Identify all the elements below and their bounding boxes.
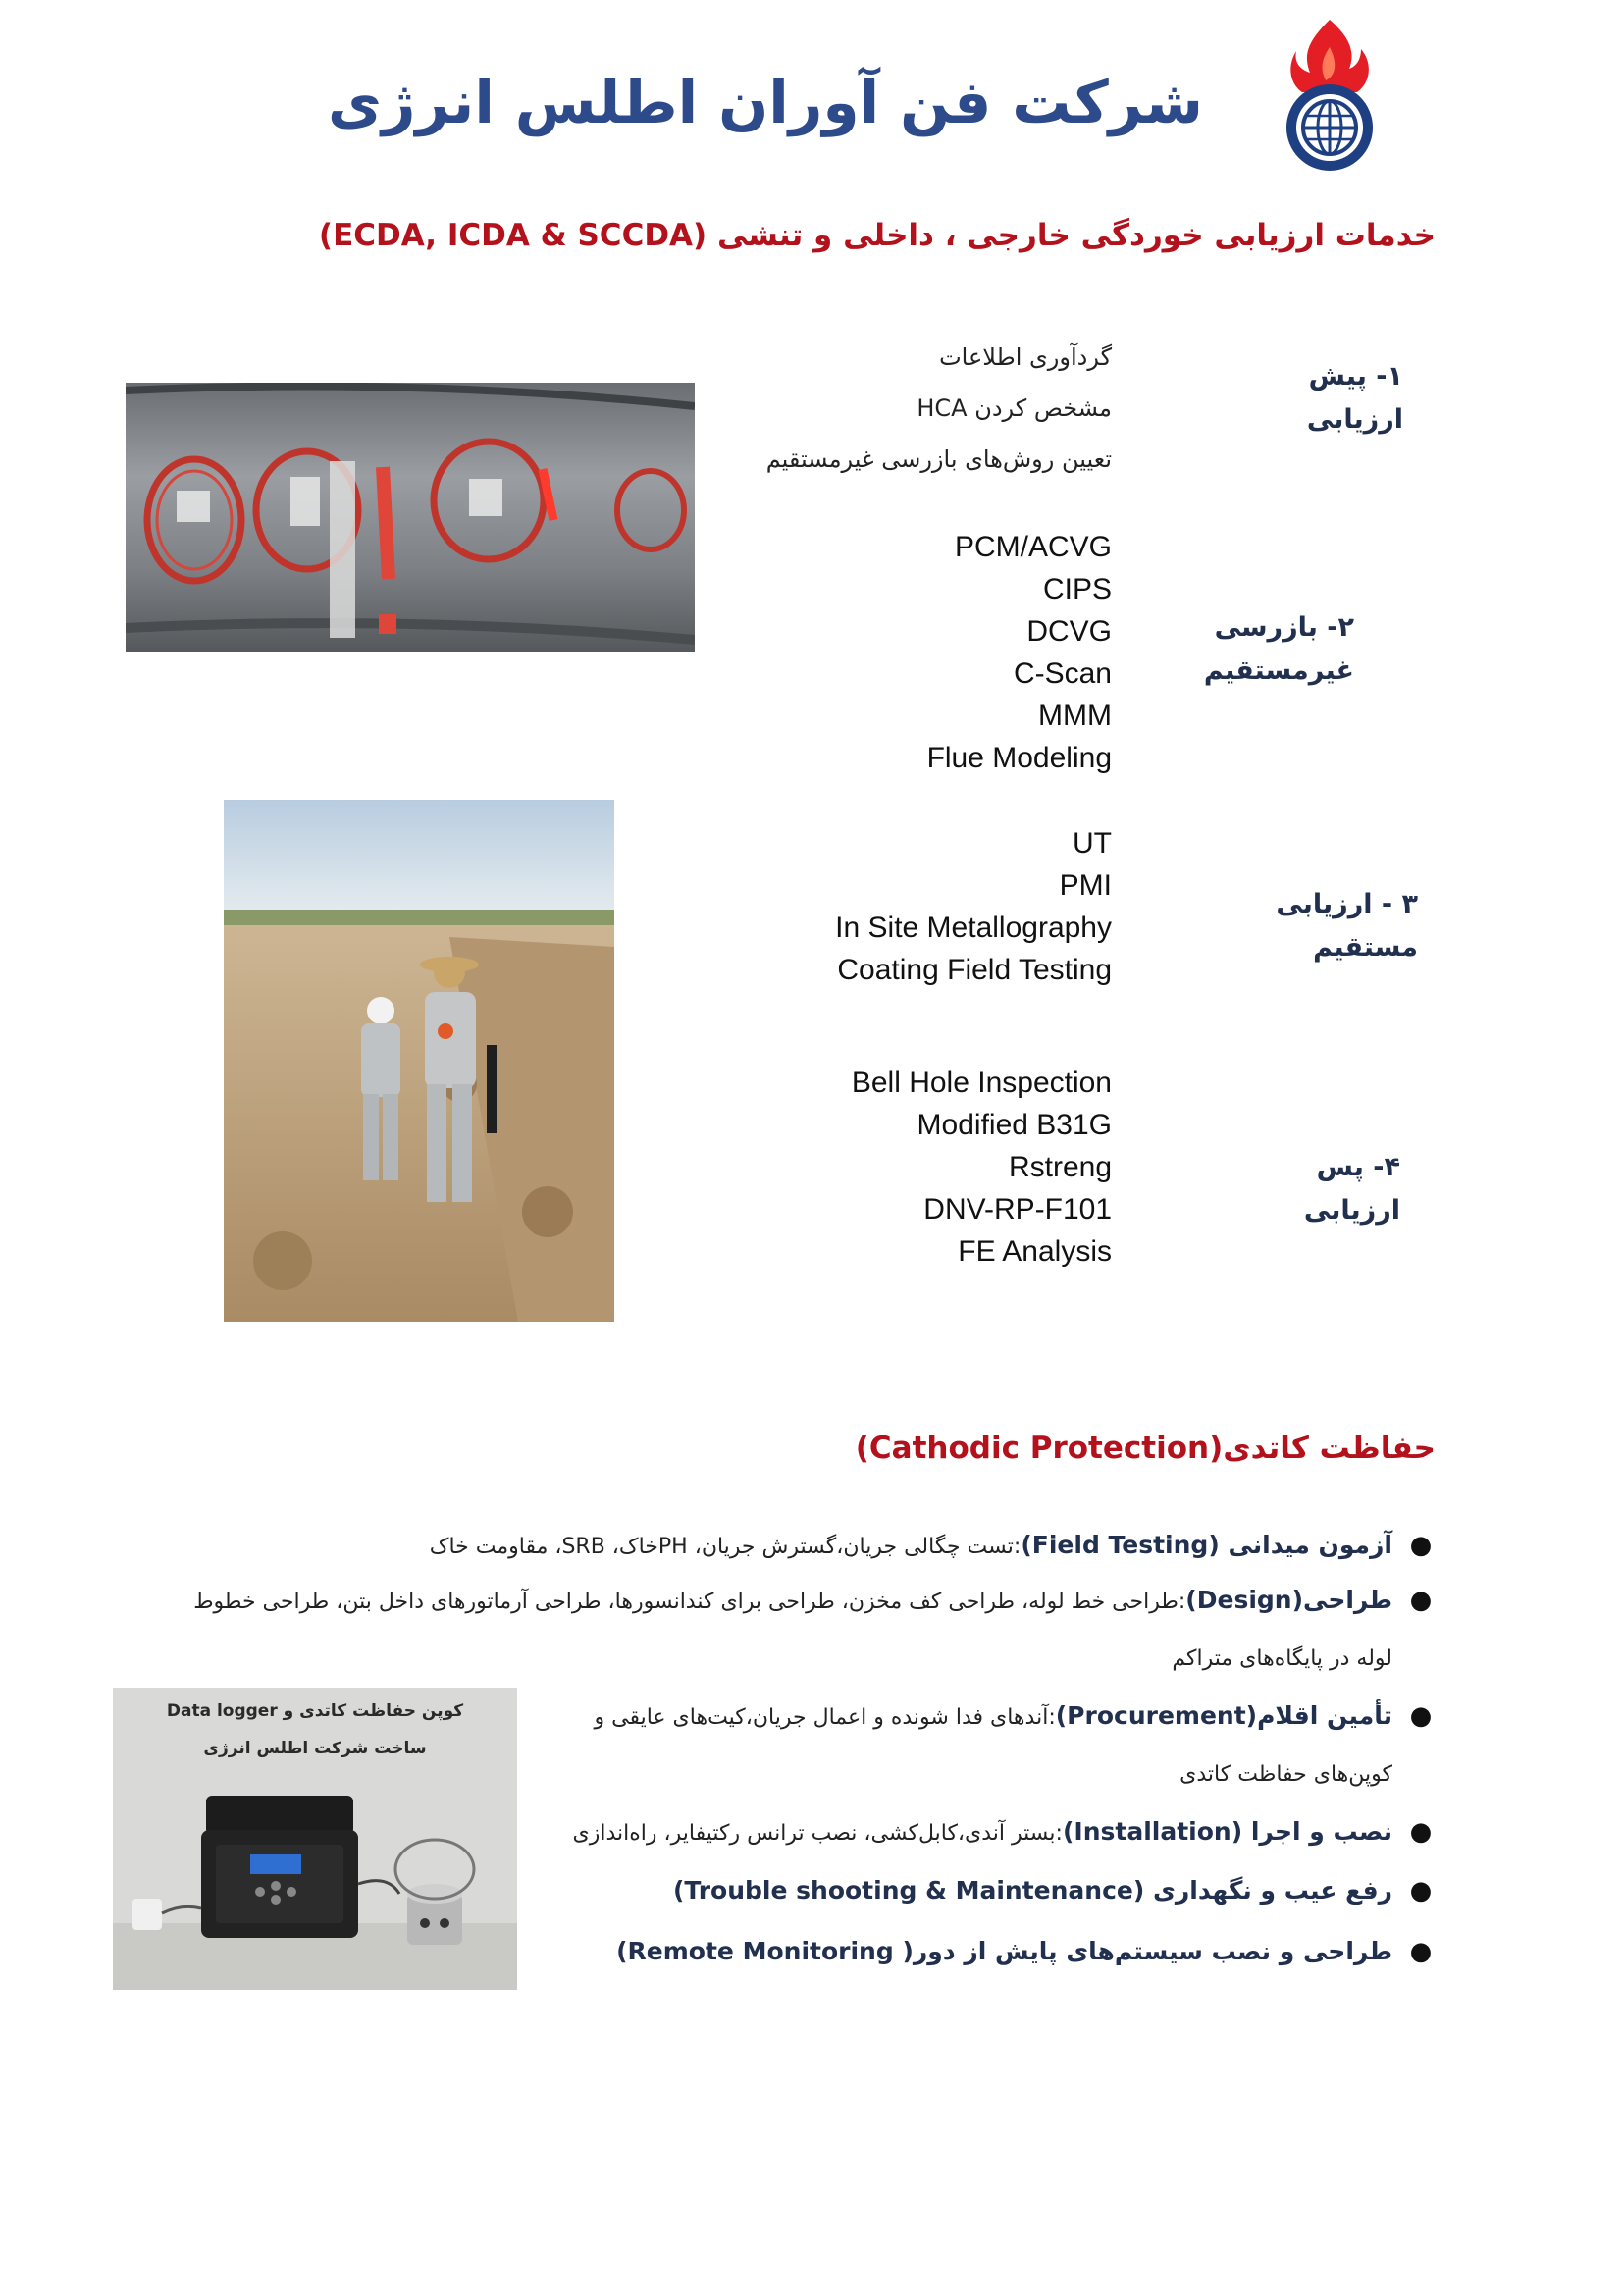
step-1-label: ۱- پیش ارزیابی: [1306, 361, 1403, 435]
step-4-items: [700, 1062, 1112, 1273]
step-2-item: DCVG: [1026, 615, 1112, 648]
cp-section-heading: حفاظت کاتدی(Cathodic Protection): [855, 1431, 1436, 1466]
bullet-icon: ●: [1409, 1876, 1433, 1905]
field-inspection-photo: [224, 800, 614, 1322]
cp-item-text: :بستر آندی،کابل‌کشی، نصب ترانس رکتیفایر، راه‌اندازی: [572, 1821, 1063, 1846]
step-4-label: ۴- پس ارزیابی: [1303, 1152, 1400, 1226]
cp-item-text: :تست چگالی جریان،گسترش جریان، PHخاک، SRB، مقاومت خاک: [429, 1535, 1022, 1559]
cp-item-head: نصب و اجرا (Installation): [1062, 1817, 1392, 1846]
photo-caption-line2: ساخت شرکت اطلس انرژی: [203, 1739, 427, 1758]
cp-item-installation: [572, 1803, 1436, 1862]
step-1-item: تعیین روش‌های بازرسی غیرمستقیم: [765, 445, 1112, 473]
step-3-item: UT: [1073, 827, 1112, 860]
cp-item-text: :طراحی خط لوله، طراحی کف مخزن، طراحی برای کندانسورها، طراحی آرماتورهای داخل بتن، طراحی خطوط: [193, 1590, 1186, 1614]
cp-item-head: تأمین اقلام(Procurement): [1055, 1701, 1392, 1730]
step-3-item: Coating Field Testing: [837, 954, 1112, 986]
bullet-icon: ●: [1409, 1701, 1433, 1731]
step-4-item: FE Analysis: [958, 1235, 1112, 1268]
company-title: شرکت فن آوران اطلس انرژی: [327, 69, 1204, 137]
step-2-item: CIPS: [1042, 573, 1112, 605]
step-1-items: [700, 332, 1112, 485]
cp-item-field-testing: [258, 1517, 1436, 1576]
step-2-item: C-Scan: [1013, 657, 1112, 690]
cp-item-design: [111, 1572, 1436, 1688]
bullet-icon: ●: [1409, 1817, 1433, 1847]
step-1-item: مشخص کردن HCA: [917, 394, 1112, 422]
cp-item-head: طراحی و نصب سیستم‌های پایش از دور( Remote Monitoring): [616, 1937, 1392, 1965]
step-4-item: DNV-RP-F101: [923, 1193, 1112, 1226]
bullet-icon: ●: [1409, 1586, 1433, 1615]
step-4-item: Bell Hole Inspection: [851, 1067, 1112, 1099]
step-3-label: ۳ - ارزیابی مستقیم: [1276, 889, 1418, 963]
step-4-item: Rstreng: [1008, 1151, 1112, 1183]
step-2-label-line1: ۲- بازرسی: [1214, 612, 1354, 643]
step-2-label: [1178, 606, 1354, 693]
cp-item-text: :آندهای فدا شونده و اعمال جریان،کیت‌های عایقی و: [594, 1705, 1056, 1730]
step-3-item: PMI: [1059, 869, 1112, 902]
step-2-item: Flue Modeling: [926, 742, 1112, 774]
cp-item-head: رفع عیب و نگهداری (Trouble shooting & Maintenance): [672, 1876, 1392, 1905]
cp-item-text-cont: لوله در پایگاه‌های متراکم: [1172, 1646, 1392, 1671]
step-2-item: PCM/ACVG: [954, 531, 1112, 563]
step-3-item: In Site Metallography: [835, 912, 1112, 944]
photo-caption-line1: کوپن حفاظت کاتدی و Data logger: [166, 1701, 464, 1721]
cp-item-procurement: [572, 1688, 1436, 1803]
step-2-items: [700, 526, 1112, 779]
cp-item-head: طراحی(Design): [1185, 1586, 1392, 1614]
company-logo: [1281, 18, 1379, 175]
cp-item-head: آزمون میدانی (Field Testing): [1021, 1531, 1392, 1559]
cp-item-maintenance: [572, 1862, 1436, 1921]
step-2-label-line2: غیرمستقیم: [1203, 655, 1354, 686]
step-3-items: [700, 822, 1112, 991]
cp-item-text-cont: کوپن‌های حفاظت کاتدی: [1179, 1762, 1392, 1787]
cp-coupon-datalogger-photo: [113, 1688, 517, 1990]
step-1-item: گردآوری اطلاعات: [939, 343, 1112, 371]
bullet-icon: ●: [1409, 1531, 1433, 1560]
bullet-icon: ●: [1409, 1937, 1433, 1966]
cp-item-remote-monitoring: [572, 1923, 1436, 1982]
step-2-item: MMM: [1038, 700, 1112, 732]
step-4-item: Modified B31G: [917, 1109, 1112, 1141]
pipeline-corrosion-photo: [126, 383, 695, 652]
ecda-section-heading: خدمات ارزیابی خوردگی خارجی ، داخلی و تنشی (ECDA, ICDA & SCCDA): [318, 218, 1436, 253]
